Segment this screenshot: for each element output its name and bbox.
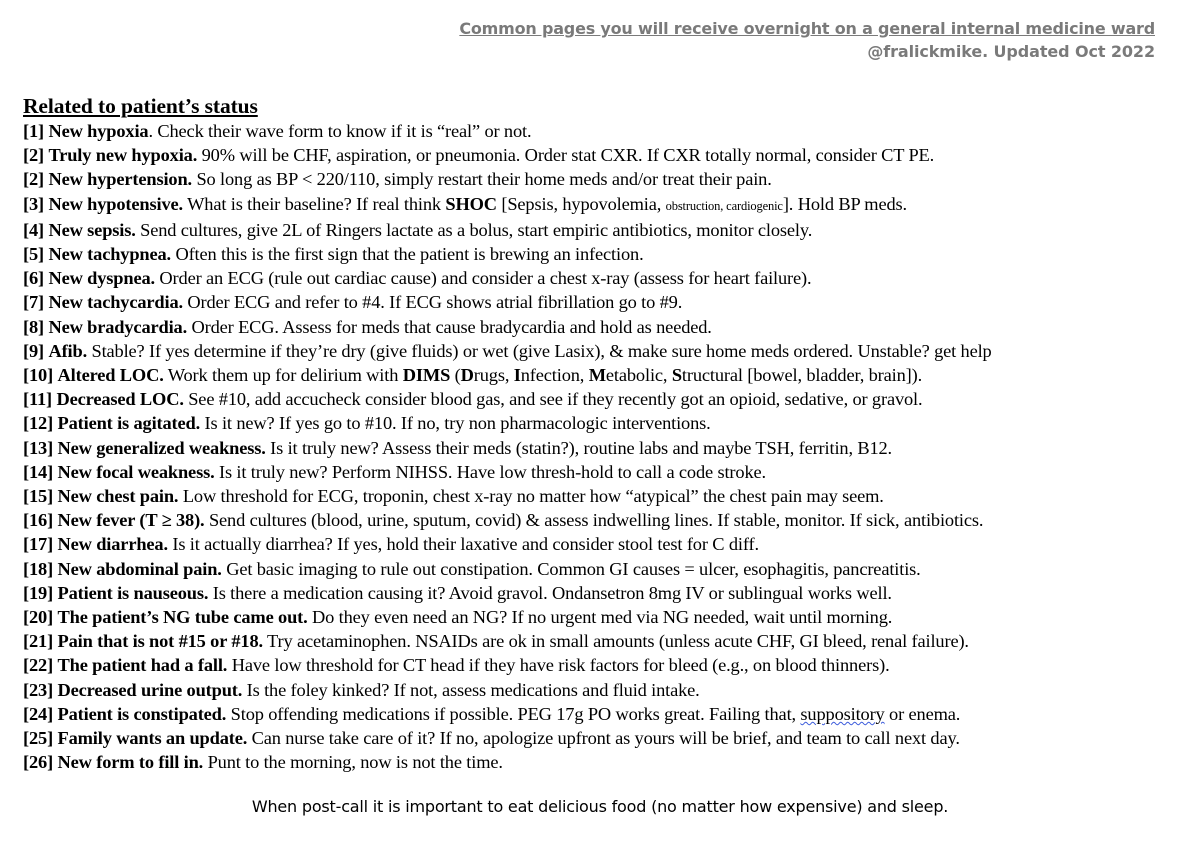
- list-item-12: [23, 387, 1190, 411]
- mnemonic-shoc: SHOC: [445, 193, 497, 214]
- item-text: Can nurse take care of it? If no, apologize upfront as yours will be brief, and team to call next day.: [247, 728, 960, 749]
- item-text: Get basic imaging to rule out constipation. Common GI causes = ulcer, esophagitis, pancreatitis.: [221, 558, 921, 579]
- item-number: [12]: [23, 413, 54, 434]
- list-item-15: [23, 460, 1190, 484]
- item-number: [2]: [23, 145, 44, 166]
- item-number: [17]: [23, 534, 54, 555]
- item-text: What is their baseline? If real think: [182, 193, 446, 214]
- list-item-5: [23, 218, 1190, 242]
- item-number: [10]: [23, 365, 54, 386]
- mnemonic-letter: M: [588, 365, 606, 386]
- list-item-21: [23, 605, 1190, 629]
- item-number: [20]: [23, 607, 54, 628]
- item-title: Afib.: [48, 340, 88, 361]
- item-title: Decreased LOC.: [56, 389, 184, 410]
- item-text: Often this is the first sign that the patient is brewing an infection.: [171, 244, 644, 265]
- item-text: or enema.: [884, 703, 961, 724]
- mnemonic-letter: S: [671, 365, 682, 386]
- item-number: [18]: [23, 558, 54, 579]
- mnemonic-letter: I: [513, 365, 521, 386]
- list-item-8: [23, 290, 1190, 314]
- item-number: [3]: [23, 193, 44, 214]
- item-title: New hypotensive.: [48, 193, 183, 214]
- item-title: New focal weakness.: [57, 461, 215, 482]
- item-text: 90% will be CHF, aspiration, or pneumonia. Order stat CXR. If CXR totally normal, consider CT PE.: [197, 145, 935, 166]
- item-text: nfection,: [520, 365, 589, 386]
- item-title: New generalized weakness.: [57, 437, 266, 458]
- item-text: Low threshold for ECG, troponin, chest x-ray no matter how “atypical” the chest pain may seem.: [178, 486, 884, 507]
- item-number: [14]: [23, 461, 54, 482]
- item-text: Order an ECG (rule out cardiac cause) and consider a chest x-ray (assess for heart failure).: [154, 268, 812, 289]
- mnemonic-letter: D: [460, 365, 474, 386]
- item-text: Is it truly new? Assess their meds (statin?), routine labs and maybe TSH, ferritin, B12.: [265, 437, 893, 458]
- list-item-27: [23, 750, 1190, 774]
- list-item-24: [23, 678, 1190, 702]
- item-text: ]. Hold BP meds.: [782, 193, 907, 214]
- list-item-7: [23, 266, 1190, 290]
- list-item-20: [23, 581, 1190, 605]
- author-byline: @fralickmike. Updated Oct 2022: [867, 42, 1155, 61]
- item-number: [15]: [23, 486, 54, 507]
- item-text: Is it truly new? Perform NIHSS. Have low thresh-hold to call a code stroke.: [214, 461, 766, 482]
- item-text: Order ECG. Assess for meds that cause bradycardia and hold as needed.: [187, 316, 712, 337]
- item-title: New chest pain.: [57, 486, 179, 507]
- item-title: The patient’s NG tube came out.: [57, 607, 308, 628]
- document-header: [459, 17, 1155, 63]
- item-text: Order ECG and refer to #4. If ECG shows atrial fibrillation go to #9.: [182, 292, 683, 313]
- list-item-14: [23, 436, 1190, 460]
- list-item-13: [23, 411, 1190, 435]
- item-title: New tachypnea.: [48, 244, 171, 265]
- item-text: (: [450, 365, 461, 386]
- item-title: New diarrhea.: [57, 534, 168, 555]
- section-heading: Related to patient’s status: [23, 94, 258, 118]
- list-item-19: [23, 557, 1190, 581]
- item-number: [4]: [23, 219, 44, 240]
- item-text: Is there a medication causing it? Avoid gravol. Ondansetron 8mg IV or sublingual works well.: [208, 582, 892, 603]
- item-text: Send cultures (blood, urine, sputum, covid) & assess indwelling lines. If stable, monitor. If sick, antibiotics.: [204, 510, 984, 531]
- item-number: [19]: [23, 582, 54, 603]
- item-text: Stop offending medications if possible. PEG 17g PO works great. Failing that,: [226, 703, 801, 724]
- item-text: Try acetaminophen. NSAIDs are ok in small amounts (unless acute CHF, GI bleed, renal failure).: [262, 631, 969, 652]
- item-text: Do they even need an NG? If no urgent med via NG needed, wait until morning.: [307, 607, 893, 628]
- item-title: Decreased urine output.: [57, 679, 243, 700]
- item-text: Is the foley kinked? If not, assess medications and fluid intake.: [242, 679, 700, 700]
- item-text: Have low threshold for CT head if they have risk factors for bleed (e.g., on blood thinners).: [227, 655, 890, 676]
- list-item-25: [23, 702, 1190, 726]
- item-title: New hypertension.: [48, 169, 193, 190]
- item-title: Pain that is not #15 or #18.: [57, 631, 263, 652]
- item-number: [2]: [23, 169, 44, 190]
- list-item-17: [23, 508, 1190, 532]
- item-title: Patient is nauseous.: [57, 582, 209, 603]
- list-item-3: [23, 167, 1190, 191]
- item-title: Family wants an update.: [57, 728, 248, 749]
- item-title: Truly new hypoxia.: [48, 145, 198, 166]
- list-item-18: [23, 532, 1190, 556]
- list-item-23: [23, 653, 1190, 677]
- item-text: tructural [bowel, bladder, brain]).: [681, 365, 923, 386]
- item-title: Patient is agitated.: [57, 413, 201, 434]
- document-title: Common pages you will receive overnight on a general internal medicine ward: [459, 19, 1155, 38]
- item-text: Work them up for delirium with: [163, 365, 403, 386]
- item-number: [7]: [23, 292, 44, 313]
- item-title: New form to fill in.: [57, 752, 204, 773]
- item-number: [23]: [23, 679, 54, 700]
- item-title: New fever (T ≥ 38).: [57, 510, 205, 531]
- item-number: [13]: [23, 437, 54, 458]
- item-number: [8]: [23, 316, 44, 337]
- list-item-22: [23, 629, 1190, 653]
- item-title: Altered LOC.: [57, 365, 164, 386]
- item-title: New sepsis.: [48, 219, 136, 240]
- item-number: [6]: [23, 268, 44, 289]
- item-number: [24]: [23, 703, 54, 724]
- item-text: Is it actually diarrhea? If yes, hold their laxative and consider stool test for C diff.: [167, 534, 759, 555]
- list-item-2: [23, 143, 1190, 167]
- list-item-6: [23, 242, 1190, 266]
- item-text: So long as BP < 220/110, simply restart their home meds and/or treat their pain.: [192, 169, 772, 190]
- item-number: [21]: [23, 631, 54, 652]
- item-text: Send cultures, give 2L of Ringers lactate as a bolus, start empiric antibiotics, monitor closely.: [135, 219, 813, 240]
- item-number: [1]: [23, 121, 44, 141]
- item-number: [11]: [23, 389, 53, 410]
- item-title: New bradycardia.: [48, 316, 188, 337]
- item-title: The patient had a fall.: [57, 655, 228, 676]
- item-title: Patient is constipated.: [57, 703, 227, 724]
- item-text: Is it new? If yes go to #10. If no, try non pharmacologic interventions.: [200, 413, 711, 434]
- item-text: etabolic,: [605, 365, 672, 386]
- item-title: New dyspnea.: [48, 268, 155, 289]
- item-title: New tachycardia.: [48, 292, 183, 313]
- item-number: [9]: [23, 340, 44, 361]
- document-body: [23, 93, 1190, 774]
- item-text: Stable? If yes determine if they’re dry (give fluids) or wet (give Lasix), & make sure home meds ordered. Unstable? get help: [87, 340, 992, 361]
- list-item-1: [23, 119, 1190, 143]
- item-title: New hypoxia: [48, 121, 149, 141]
- item-title: New abdominal pain.: [57, 558, 222, 579]
- list-item-16: [23, 484, 1190, 508]
- list-item-10: [23, 339, 1190, 363]
- item-number: [25]: [23, 728, 54, 749]
- item-small-text: obstruction, cardiogenic: [665, 198, 783, 213]
- footer-note: When post-call it is important to eat delicious food (no matter how expensive) and sleep.: [251, 797, 949, 816]
- item-text: See #10, add accucheck consider blood gas, and see if they recently got an opioid, sedative, or gravol.: [183, 389, 923, 410]
- item-number: [16]: [23, 510, 54, 531]
- list-item-4: [23, 192, 1190, 218]
- list-item-26: [23, 726, 1190, 750]
- list-item-11: [23, 363, 1190, 387]
- item-text: rugs,: [473, 365, 514, 386]
- item-text: [Sepsis, hypovolemia,: [496, 193, 666, 214]
- item-text: . Check their wave form to know if it is “real” or not.: [148, 121, 532, 141]
- item-number: [5]: [23, 244, 44, 265]
- item-number: [22]: [23, 655, 54, 676]
- page-list: [23, 119, 1190, 774]
- item-number: [26]: [23, 752, 54, 773]
- spellcheck-flagged-word: suppository: [800, 703, 885, 724]
- mnemonic-dims: DIMS: [402, 365, 451, 386]
- item-text: Punt to the morning, now is not the time.: [203, 752, 503, 773]
- list-item-9: [23, 315, 1190, 339]
